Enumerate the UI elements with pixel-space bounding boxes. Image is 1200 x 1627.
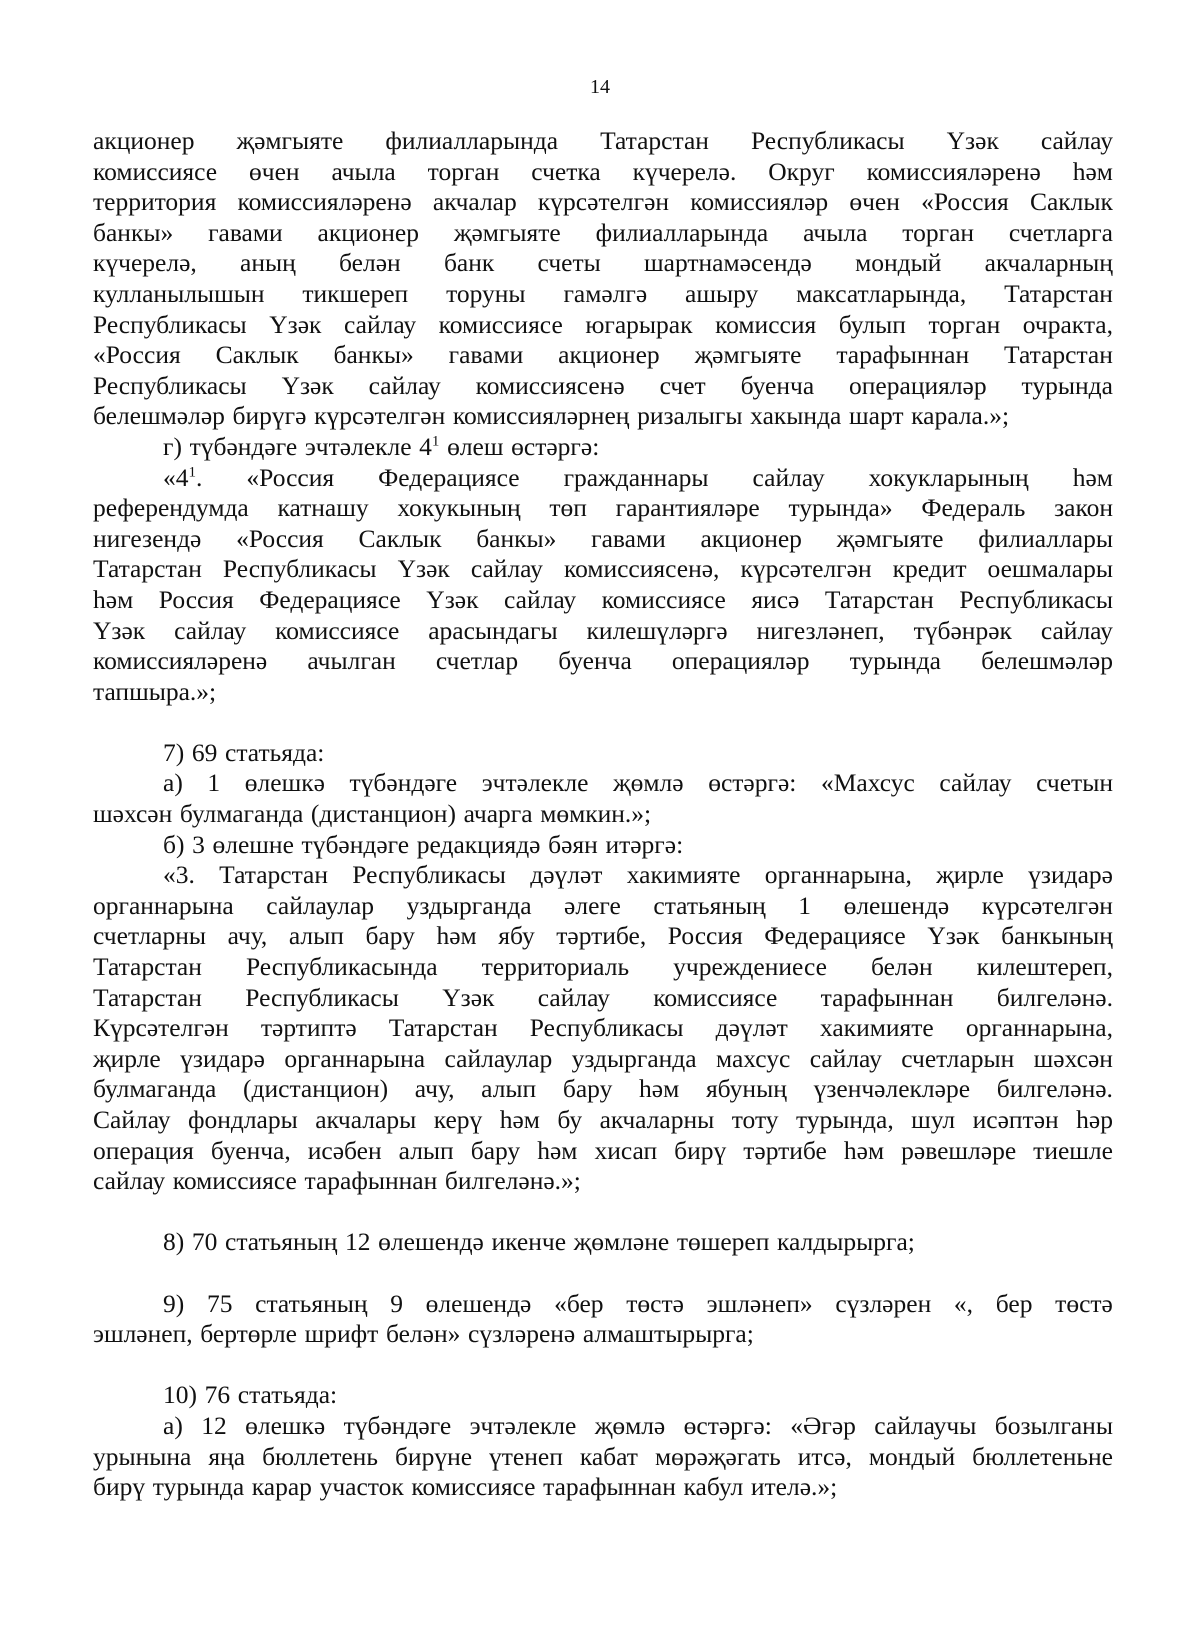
text-line: Татарстан Республикасы Үзәк сайлау комиссиясенә, күрсәтелгән кредит оешмалары: [93, 554, 1113, 584]
text-line: нигезендә «Россия Саклык банкы» гавами акционер җәмгыяте филиаллары: [93, 523, 1113, 553]
text-line: банкы» гавами акционер җәмгыяте филиалларында ачыла торган счетларга: [93, 217, 1113, 247]
text-line: органнарына сайлаулар уздырганда әлеге статьяның 1 өлешендә күрсәтелгән: [93, 890, 1113, 920]
text-line: Күрсәтелгән тәртиптә Татарстан Республикасы дәүләт хакимияте органнарына,: [93, 1013, 1113, 1043]
text-line: территория комиссияләренә акчалар күрсәтелгән комиссияләр өчен «Россия Саклык: [93, 187, 1113, 217]
text-line: шәхсән булмаганда (дистанцион) ачарга мөмкин.»;: [93, 799, 652, 829]
paragraph: [93, 126, 1113, 432]
text-line: 8) 70 статьяның 12 өлешендә икенче җөмләне төшереп калдырырга;: [163, 1227, 915, 1257]
text-line: булмаганда (дистанцион) ачу, алып бару һәм ябуның үзенчәлекләре билгеләнә.: [93, 1074, 1113, 1104]
paragraph: [93, 1289, 1113, 1350]
text-line: җирле үзидарә органнарына сайлаулар уздырганда махсус сайлау счетларын шәхсән: [93, 1043, 1113, 1073]
text-line: Татарстан Республикасында территориаль учреждениесе белән килештереп,: [93, 952, 1113, 982]
paragraph: [93, 463, 1113, 708]
text-line: референдумда катнашу хокукының төп гарантияләре турында» Федераль закон: [93, 493, 1113, 523]
text-line: урынына яңа бюллетень бирүне үтенеп кабат мөрәҗәгать итсә, мондый бюллетеньне: [93, 1441, 1113, 1471]
paragraph-gap: [93, 1258, 1113, 1289]
text-line: Республикасы Үзәк сайлау комиссиясенә счет буенча операцияләр турында: [93, 370, 1113, 400]
text-line: акционер җәмгыяте филиалларында Татарстан Республикасы Үзәк сайлау: [93, 126, 1113, 155]
text-line: а) 1 өлешкә түбәндәге эчтәлекле җөмлә өстәргә: «Махсус сайлау счетын: [163, 768, 1113, 798]
text-line: күчерелә, аның белән банк счеты шартнамәсендә мондый акчаларның: [93, 248, 1113, 278]
text-line: Сайлау фондлары акчалары керү һәм бу акчаларны тоту турында, шул исәптән һәр: [93, 1105, 1113, 1134]
text-line: кулланылышын тикшереп торуны гамәлгә ашыру максатларында, Татарстан: [93, 278, 1113, 308]
text-line: Республикасы Үзәк сайлау комиссиясе югарырак комиссия булып торган очракта,: [93, 309, 1113, 339]
text-line: счетларны ачу, алып бару һәм ябу тәртибе, Россия Федерациясе Үзәк банкының: [93, 921, 1113, 951]
text-line: г) түбәндәге эчтәлекле $4^1$ өлеш өстәргә:: [163, 431, 600, 461]
text-line: 9) 75 статьяның 9 өлешендә «бер төстә эшләнеп» сүзләрен «, бер төстә: [163, 1288, 1113, 1318]
text-line: һәм Россия Федерациясе Үзәк сайлау комиссиясе яисә Татарстан Республикасы: [93, 584, 1113, 614]
paragraph: [93, 1380, 1113, 1411]
text-line: 10) 76 статьяда:: [163, 1380, 338, 1410]
paragraph: [93, 1411, 1113, 1503]
text-line: 7) 69 статьяда:: [163, 737, 325, 767]
text-line: комиссиясе өчен ачыла торган счетка күчерелә. Округ комиссияләренә һәм: [93, 156, 1113, 186]
paragraph-gap: [93, 1197, 1113, 1228]
text-line: бирү турында карар участок комиссиясе тарафыннан кабул ителә.»;: [93, 1472, 838, 1502]
text-line: операция буенча, исәбен алып бару һәм хисап бирү тәртибе һәм рәвешләре тиешле: [93, 1135, 1113, 1165]
text-line: «3. Татарстан Республикасы дәүләт хакимияте органнарына, җирле үзидарә: [163, 860, 1113, 890]
paragraph: [93, 432, 1113, 463]
text-line: Татарстан Республикасы Үзәк сайлау комиссиясе тарафыннан билгеләнә.: [93, 982, 1113, 1012]
paragraph-gap: [93, 707, 1113, 738]
document-body: [93, 126, 1113, 1503]
text-line: а) 12 өлешкә түбәндәге эчтәлекле җөмлә өстәргә: «Әгәр сайлаучы бозылганы: [163, 1410, 1113, 1440]
text-line: б) 3 өлешне түбәндәге редакциядә бәян итәргә:: [163, 829, 684, 859]
text-line: эшләнеп, бертөрле шрифт белән» сүзләренә алмаштырырга;: [93, 1319, 754, 1349]
text-line: Үзәк сайлау комиссиясе арасындагы килешүләргә нигезләнеп, түбәнрәк сайлау: [93, 615, 1113, 645]
paragraph: [93, 1227, 1113, 1258]
paragraph: [93, 830, 1113, 861]
text-line: комиссияләренә ачылган счетлар буенча операцияләр турында белешмәләр: [93, 646, 1113, 676]
paragraph: [93, 768, 1113, 829]
text-line: сайлау комиссиясе тарафыннан билгеләнә.»;: [93, 1166, 581, 1196]
text-line: «Россия Саклык банкы» гавами акционер җәмгыяте тарафыннан Татарстан: [93, 340, 1113, 370]
paragraph-gap: [93, 1350, 1113, 1381]
text-line: белешмәләр бирүгә күрсәтелгән комиссияләрнең ризалыгы хакында шарт карала.»;: [93, 401, 1010, 431]
paragraph: [93, 738, 1113, 769]
page-number: 14: [590, 76, 610, 98]
paragraph: [93, 860, 1113, 1197]
text-line: «$4^1$. «Россия Федерациясе гражданнары сайлау хокукларының һәм: [163, 462, 1113, 492]
text-line: тапшыра.»;: [93, 676, 217, 706]
